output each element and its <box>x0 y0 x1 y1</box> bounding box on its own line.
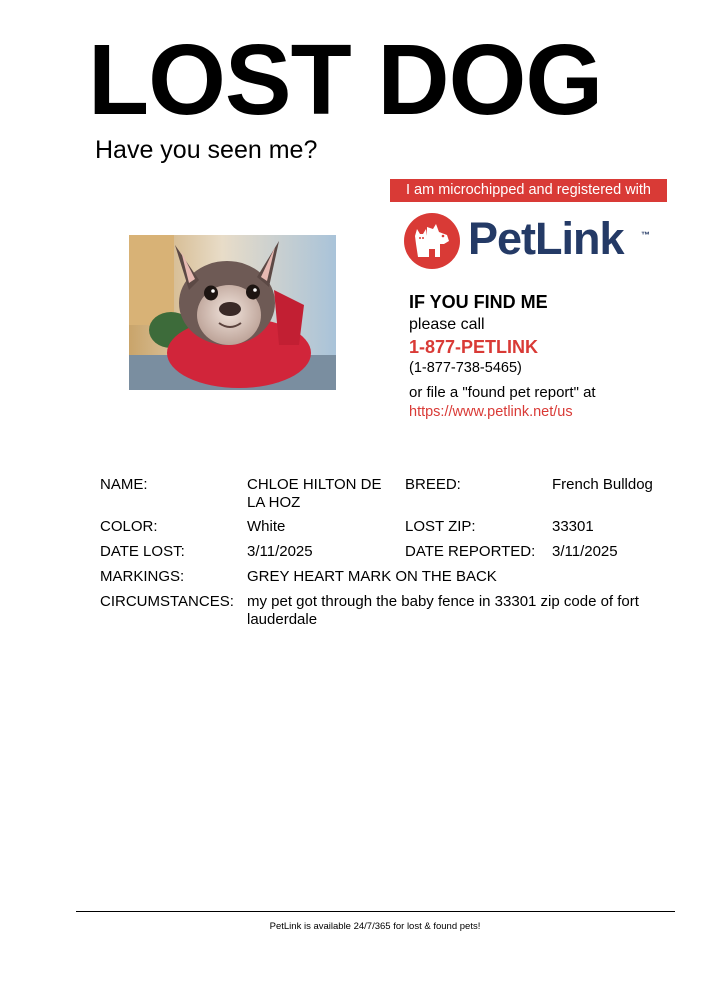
markings-label: MARKINGS: <box>100 568 185 585</box>
name-value-line2: LA HOZ <box>247 494 301 511</box>
breed-label: BREED: <box>405 476 461 493</box>
poster-headline: LOST DOG <box>88 24 603 136</box>
found-report-text: or file a "found pet report" at <box>409 384 596 401</box>
color-value: White <box>247 518 286 535</box>
circumstances-value-line1: my pet got through the baby fence in 33301 zip code of fort <box>247 593 639 610</box>
trademark-mark: ™ <box>641 230 650 240</box>
phone-number-vanity[interactable]: 1-877-PETLINK <box>409 337 539 357</box>
date-reported-value: 3/11/2025 <box>552 543 618 560</box>
date-lost-label: DATE LOST: <box>100 543 185 560</box>
poster-subheadline: Have you seen me? <box>95 136 318 164</box>
date-reported-label: DATE REPORTED: <box>405 543 536 560</box>
markings-value: GREY HEART MARK ON THE BACK <box>247 568 497 585</box>
petlink-url-link[interactable]: https://www.petlink.net/us <box>409 404 573 420</box>
circumstances-label: CIRCUMSTANCES: <box>100 593 234 610</box>
circumstances-value-line2: lauderdale <box>247 611 318 628</box>
breed-value: French Bulldog <box>552 476 653 493</box>
lost-zip-value: 33301 <box>552 518 594 535</box>
please-call-text: please call <box>409 316 485 333</box>
name-label: NAME: <box>100 476 148 493</box>
footer-note: PetLink is available 24/7/365 for lost & found pets! <box>269 921 481 932</box>
if-you-find-me-heading: IF YOU FIND ME <box>409 292 548 312</box>
dog-photo <box>129 235 336 390</box>
petlink-cat-dog-logo-icon <box>402 210 462 270</box>
color-label: COLOR: <box>100 518 158 535</box>
petlink-logo <box>402 210 662 272</box>
phone-number-digits[interactable]: (1-877-738-5465) <box>409 360 522 376</box>
date-lost-value: 3/11/2025 <box>247 543 313 560</box>
lost-zip-label: LOST ZIP: <box>405 518 476 535</box>
footer-divider <box>76 911 675 912</box>
microchip-banner: I am microchipped and registered with <box>390 179 667 202</box>
name-value-line1: CHLOE HILTON DE <box>247 476 382 493</box>
petlink-wordmark: PetLink <box>468 213 624 264</box>
